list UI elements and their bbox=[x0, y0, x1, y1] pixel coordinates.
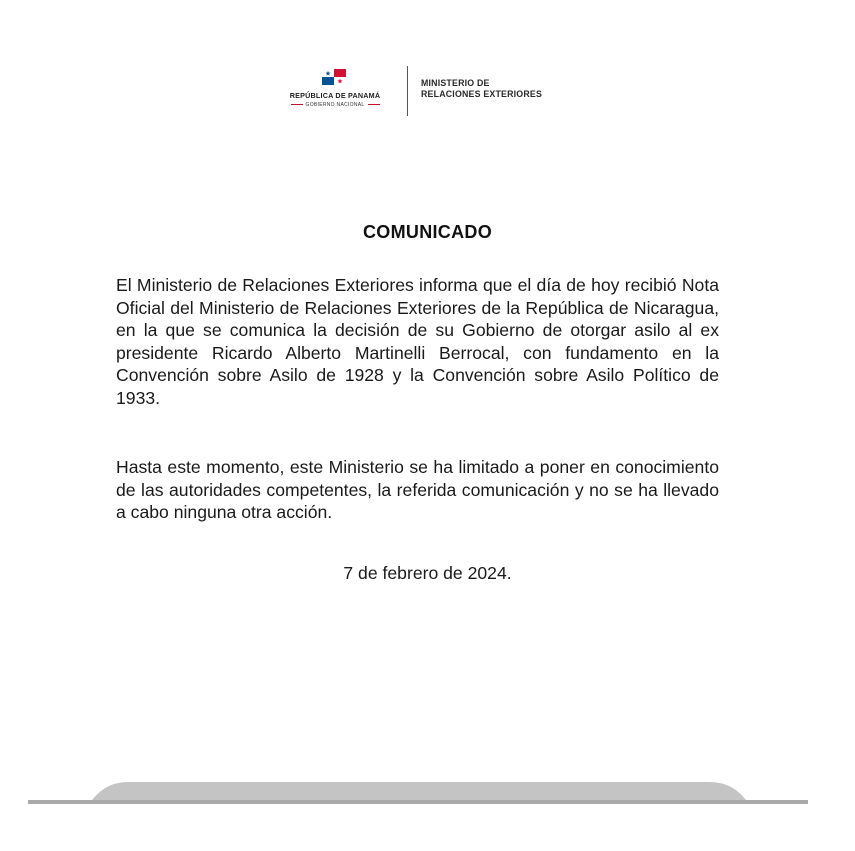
country-name: REPÚBLICA DE PANAMÁ bbox=[289, 91, 381, 100]
header-divider bbox=[407, 66, 408, 116]
ministry-line-1: MINISTERIO DE bbox=[421, 78, 490, 88]
paragraph-2: Hasta este momento, este Ministerio se ha limitado a poner en conocimiento de las autoridades competentes, la referida comunicación y no se ha llevado a cabo ninguna otra acción. bbox=[116, 457, 719, 523]
government-text: GOBIERNO NACIONAL bbox=[305, 102, 365, 108]
panama-flag-icon bbox=[322, 69, 346, 85]
document-date: 7 de febrero de 2024. bbox=[343, 563, 512, 583]
document-title: COMUNICADO bbox=[363, 222, 492, 242]
ministry-name bbox=[421, 78, 542, 100]
red-dash-left bbox=[291, 104, 303, 105]
government-label bbox=[276, 102, 394, 108]
paragraph-1: El Ministerio de Relaciones Exteriores informa que el día de hoy recibió Nota Oficial del Ministerio de Relaciones Exteriores de la República de Nicaragua, en la que se comunica la decisión de su Gobierno de otorgar asilo al ex presidente Ricardo Alberto Martinelli Berrocal, con fundamento en la Convención sobre Asilo de 1928 y la Convención sobre Asilo Político de 1933. bbox=[116, 275, 719, 408]
letterhead bbox=[276, 66, 576, 118]
footer-decoration bbox=[0, 770, 855, 820]
ministry-line-2: RELACIONES EXTERIORES bbox=[421, 89, 543, 99]
red-dash-right bbox=[368, 104, 380, 105]
